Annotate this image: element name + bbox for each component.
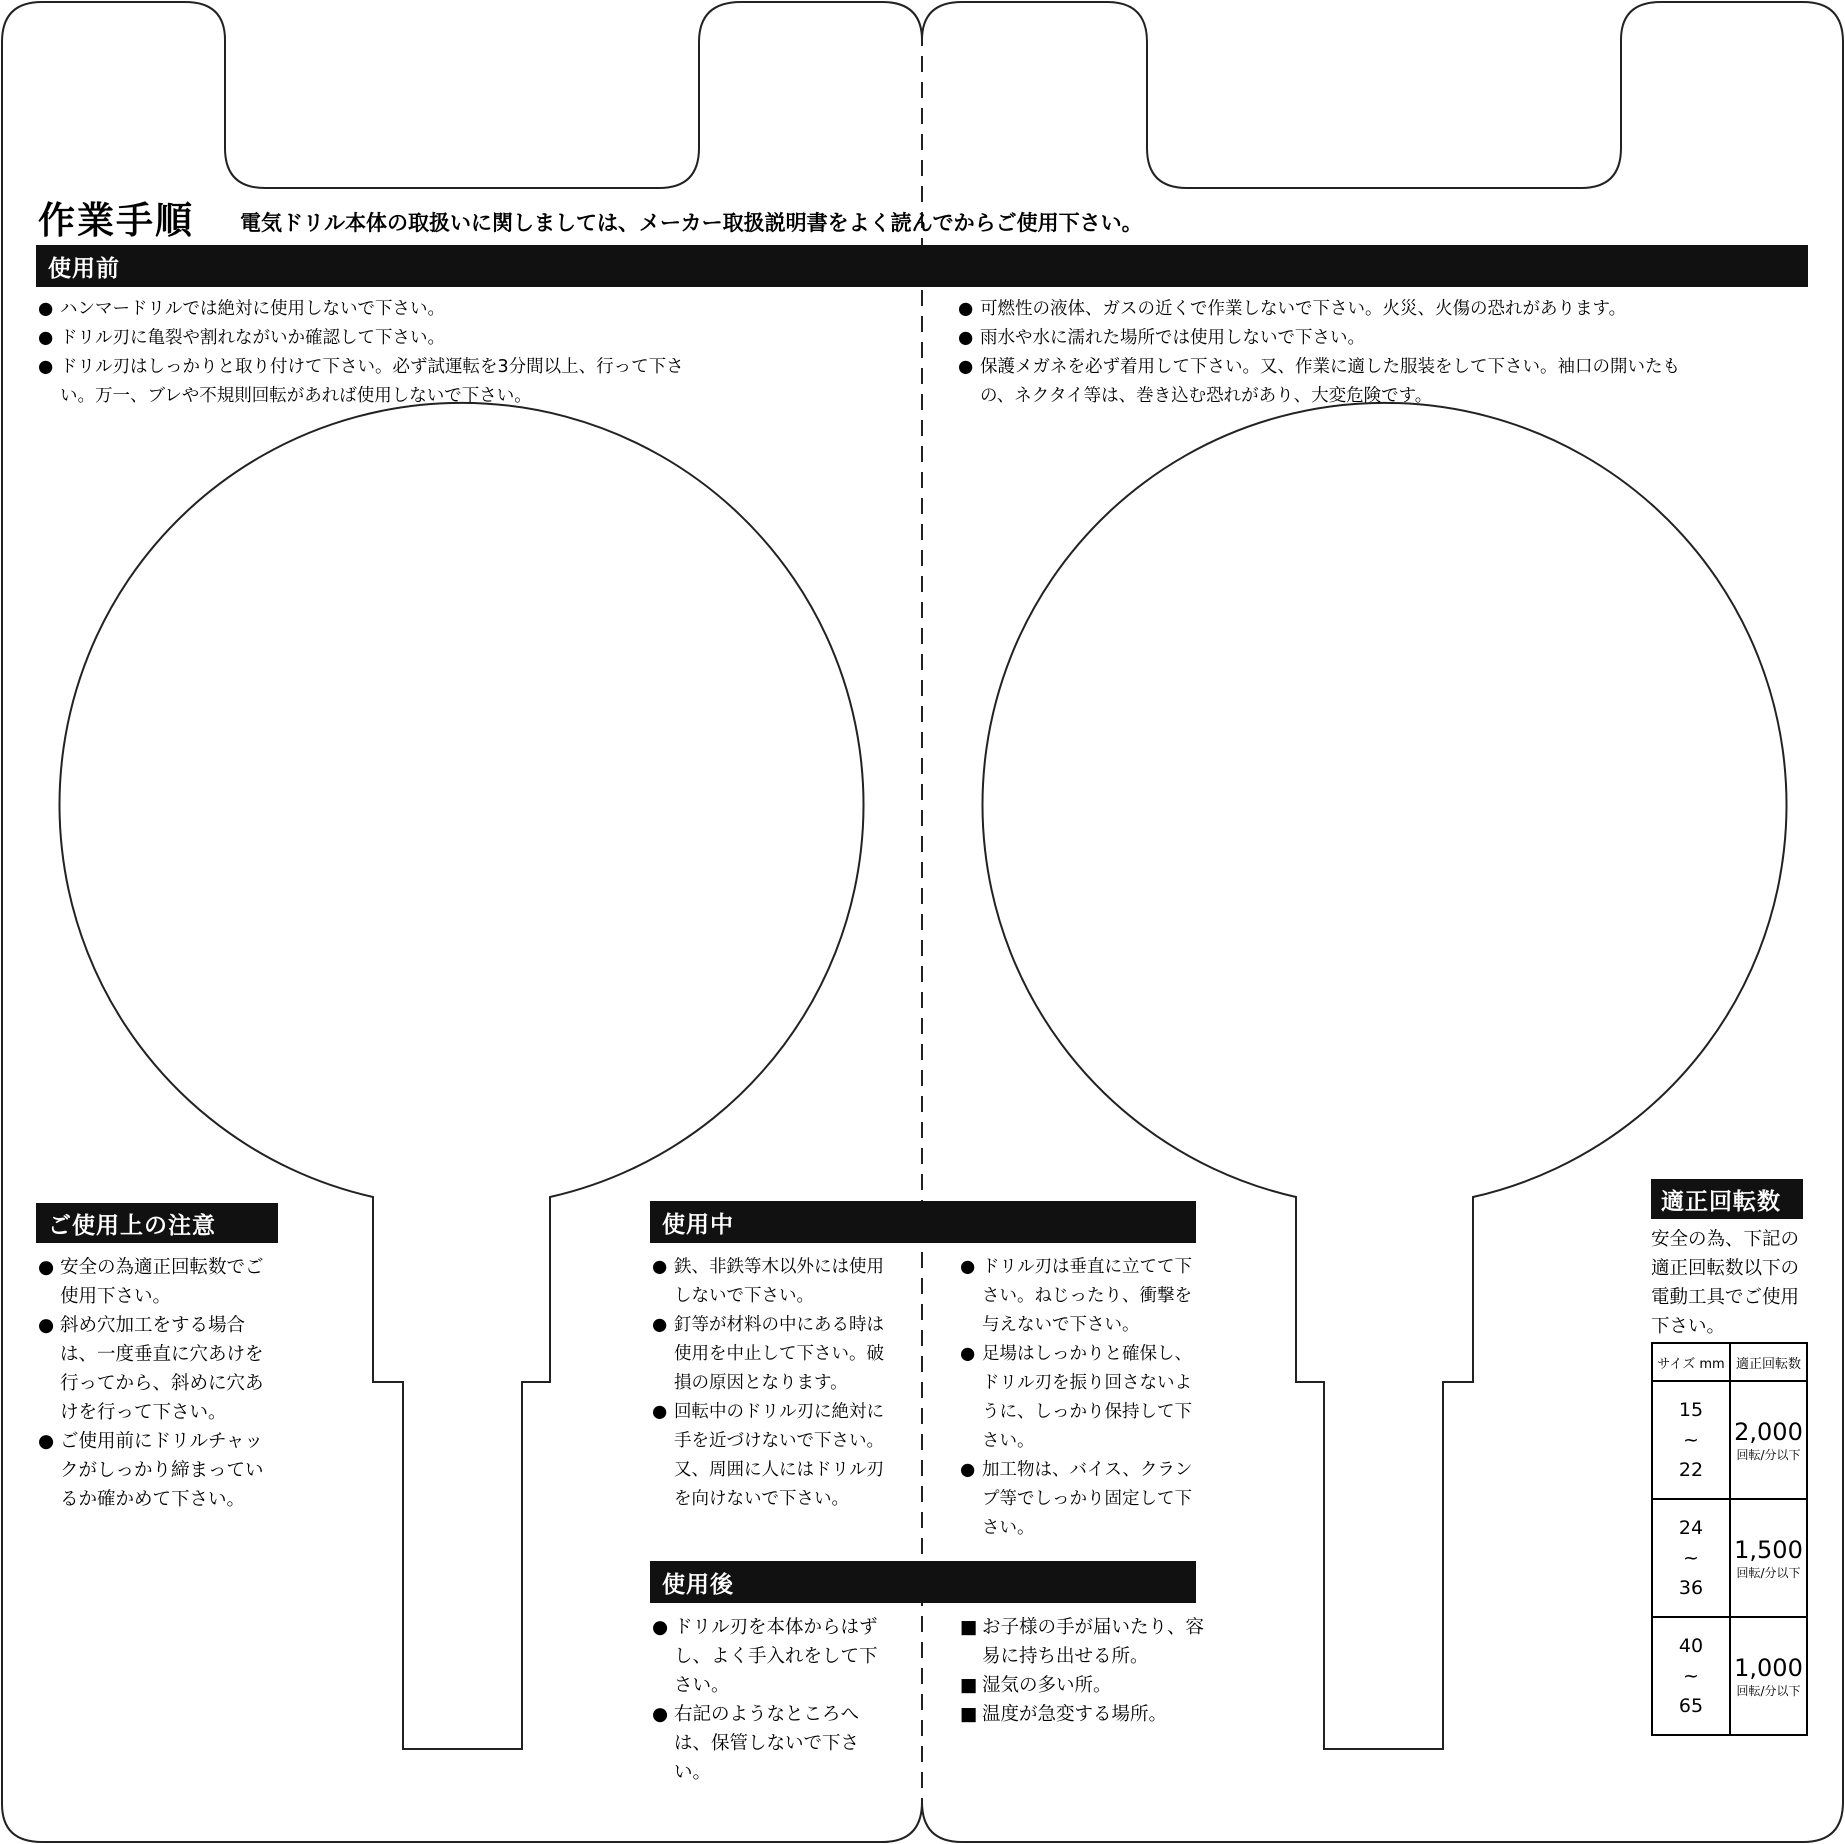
during-use-right-list — [960, 1253, 1202, 1543]
rpm-value: 1,500 — [1734, 1535, 1803, 1564]
rpm-size-cell — [1652, 1381, 1730, 1499]
table-row — [1652, 1499, 1807, 1617]
list-item: ● 斜め穴加工をする場合は、一度垂直に穴あけを行ってから、斜めに穴あけを行って下さい。 — [38, 1311, 280, 1427]
size-to: 36 — [1678, 1577, 1704, 1599]
left-paddle-outline — [59, 403, 863, 1749]
during-use-title: 使用中 — [662, 1211, 734, 1238]
size-to: 65 — [1678, 1695, 1704, 1717]
rpm-unit: 回転/分以下 — [1736, 1683, 1801, 1698]
list-item: ● ご使用前にドリルチャックがしっかり締まっているか確かめて下さい。 — [38, 1427, 280, 1514]
before-use-header — [36, 245, 1808, 287]
rpm-value: 1,000 — [1734, 1653, 1803, 1682]
page-title: 作業手順 — [38, 199, 194, 242]
cautions-header — [36, 1203, 278, 1243]
list-item: ● 雨水や水に濡れた場所では使用しないで下さい。 — [958, 324, 1818, 353]
after-use-left-list — [652, 1613, 894, 1787]
size-from: 24 — [1678, 1517, 1704, 1539]
list-item: ● 回転中のドリル刃に絶対に手を近づけないで下さい。又、周囲に人にはドリル刃を向けないで下さい。 — [652, 1398, 894, 1514]
list-item: ● 右記のようなところへは、保管しないで下さい。 — [652, 1700, 894, 1787]
after-use-right-list — [960, 1613, 1210, 1729]
list-item: ● 加工物は、バイス、クランプ等でしっかり固定して下さい。 — [960, 1456, 1202, 1543]
rpm-col-size: サイズ mm — [1652, 1343, 1730, 1381]
list-item: ● 保護メガネを必ず着用して下さい。又、作業に適した服装をして下さい。袖口の開いたもの、ネクタイ等は、巻き込む恐れがあり、大変危険です。 — [958, 353, 1710, 411]
list-item: ● ドリル刃に亀裂や割れながいか確認して下さい。 — [38, 324, 898, 353]
size-tilde: ~ — [1683, 1547, 1699, 1569]
list-item: ● 足場はしっかりと確保し、ドリル刃を振り回さないように、しっかり保持して下さい。 — [960, 1340, 1202, 1456]
list-item: ● 鉄、非鉄等木以外には使用しないで下さい。 — [652, 1253, 894, 1311]
rpm-title: 適正回転数 — [1661, 1188, 1781, 1215]
size-from: 40 — [1678, 1635, 1704, 1657]
list-item: ● ドリル刃はしっかりと取り付けて下さい。必ず試運転を3分間以上、行って下さい。万一、ブレや不規則回転があれば使用しないで下さい。 — [38, 353, 710, 411]
rpm-table-header — [1652, 1343, 1807, 1381]
rpm-value-cell — [1730, 1381, 1807, 1499]
page-subtitle: 電気ドリル本体の取扱いに関しましては、メーカー取扱説明書をよく読んでからご使用下さい。 — [240, 211, 1143, 235]
cautions-title: ご使用上の注意 — [48, 1212, 216, 1239]
before-use-right-list — [958, 295, 1818, 411]
size-from: 15 — [1678, 1399, 1704, 1421]
list-item: ● ハンマードリルでは絶対に使用しないで下さい。 — [38, 295, 898, 324]
before-use-left-list — [38, 295, 898, 411]
rpm-unit: 回転/分以下 — [1736, 1447, 1801, 1462]
during-use-header — [650, 1201, 1196, 1243]
list-item: ■ お子様の手が届いたり、容易に持ち出せる所。 — [960, 1613, 1210, 1671]
table-row — [1652, 1381, 1807, 1499]
list-item: ● ドリル刃は垂直に立てて下さい。ねじったり、衝撃を与えないで下さい。 — [960, 1253, 1202, 1340]
rpm-header — [1651, 1179, 1803, 1219]
rpm-col-rpm: 適正回転数 — [1730, 1343, 1807, 1381]
list-item: ● ドリル刃を本体からはずし、よく手入れをして下さい。 — [652, 1613, 894, 1700]
table-row — [1652, 1617, 1807, 1735]
list-item: ● 可燃性の液体、ガスの近くで作業しないで下さい。火災、火傷の恐れがあります。 — [958, 295, 1818, 324]
during-use-left-list — [652, 1253, 894, 1514]
after-use-title: 使用後 — [662, 1571, 734, 1598]
rpm-value-cell — [1730, 1617, 1807, 1735]
rpm-size-cell — [1652, 1499, 1730, 1617]
list-item: ■ 温度が急変する場所。 — [960, 1700, 1210, 1729]
after-use-header — [650, 1561, 1196, 1603]
list-item: ● 安全の為適正回転数でご使用下さい。 — [38, 1253, 280, 1311]
cautions-list — [38, 1253, 280, 1514]
list-item: ■ 湿気の多い所。 — [960, 1671, 1210, 1700]
size-tilde: ~ — [1683, 1665, 1699, 1687]
list-item: ● 釘等が材料の中にある時は使用を中止して下さい。破損の原因となります。 — [652, 1311, 894, 1398]
rpm-unit: 回転/分以下 — [1736, 1565, 1801, 1580]
size-tilde: ~ — [1683, 1429, 1699, 1451]
rpm-size-cell — [1652, 1617, 1730, 1735]
rpm-intro: 安全の為、下記の適正回転数以下の電動工具でご使用下さい。 — [1651, 1229, 1800, 1337]
before-use-title: 使用前 — [48, 255, 120, 282]
rpm-table — [1651, 1342, 1808, 1736]
size-to: 22 — [1678, 1459, 1704, 1481]
rpm-value-cell — [1730, 1499, 1807, 1617]
rpm-value: 2,000 — [1734, 1417, 1803, 1446]
